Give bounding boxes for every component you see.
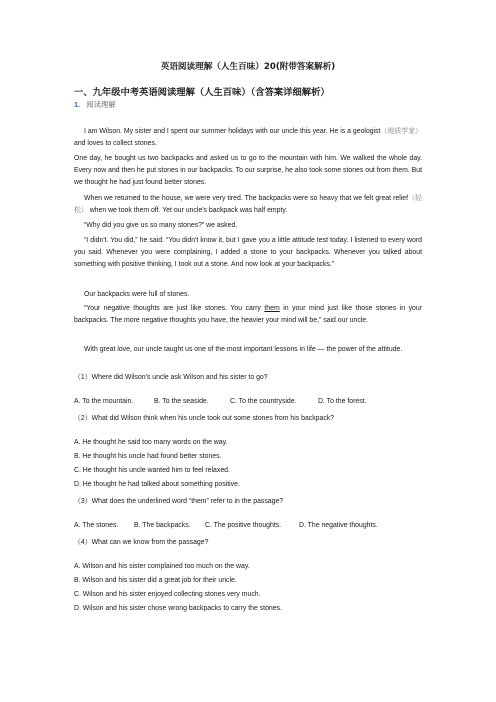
option-d: D. To the forest.	[318, 398, 367, 405]
paragraph-text: and loves to collect stones.	[74, 139, 157, 147]
passage-paragraph: With great love, our uncle taught us one of the most important lessons in life — the power of the attitude.	[84, 346, 403, 353]
option-c: C. Wilson and his sister enjoyed collecting stones very much.	[74, 591, 261, 598]
paragraph-text: in your mind just like those stones in your backpacks. The more negative thoughts you have, the heavier your mind will be,” said our uncle.	[74, 305, 422, 324]
option-a: A. He thought he said too many words on the way.	[74, 439, 228, 446]
passage-paragraph: “I didn't. You did,” he said. “You didn't know it, but I gave you a little attitude test today. I listened to every word you said. Whenever you were complaining, I added a stone to your backpacks. Whenever you talked about something with positive thinking, I took out a stone. And now look at your backpacks.”	[74, 237, 422, 268]
passage-paragraph	[74, 126, 422, 150]
option-row	[74, 398, 367, 405]
option-d: D. The negative thoughts.	[299, 522, 378, 529]
chinese-gloss: （地质学家）	[380, 127, 423, 135]
option-a: A. To the mountain.	[74, 398, 134, 405]
option-a: A. Wilson and his sister complained too much on the way.	[74, 563, 250, 570]
document-title: 英语阅读理解（人生百味）20(附带答案解析)	[160, 62, 336, 72]
question-stem: （1）Where did Wilson's uncle ask Wilson and his sister to go?	[74, 374, 268, 381]
option-b: B. To the seaside.	[154, 398, 209, 405]
question-stem: （4）What can we know from the passage?	[74, 539, 209, 546]
passage-paragraph	[74, 303, 422, 327]
chinese-gloss: （轻松）	[74, 194, 423, 214]
question-type-label: 阅读理解	[86, 100, 116, 109]
question-stem: （3）What does the underlined word “them” refer to in the passage?	[74, 498, 284, 505]
option-b: B. He thought his uncle had found better stones.	[74, 453, 222, 460]
passage-paragraph	[74, 193, 422, 217]
question-stem: （2）What did Wilson think when his uncle took out some stones from his backpack?	[74, 415, 335, 422]
underlined-word: them	[264, 305, 280, 312]
option-a: A. The stones.	[74, 522, 119, 529]
paragraph-text: when we took them off. Yet our uncle's backpack was half empty.	[87, 206, 288, 214]
paragraph-text: When we returned to the house, we were very tired. The backpacks were so heavy that we felt great relief	[84, 195, 409, 202]
passage-paragraph: Our backpacks were full of stones.	[84, 291, 190, 298]
option-b: B. Wilson and his sister did a great job for their uncle.	[74, 577, 237, 584]
option-row	[74, 522, 378, 529]
option-c: C. To the countryside.	[230, 398, 297, 405]
option-c: C. He thought his uncle wanted him to feel relaxed.	[74, 467, 230, 474]
option-c: C. The positive thoughts.	[205, 522, 282, 529]
question-header	[74, 99, 116, 110]
passage-paragraph: One day, he bought us two backpacks and asked us to go to the mountain with him. We walked the whole day. Every now and then he put stones in our backpacks. To our surprise, he also took some stones out from them. But we thought he had just found better stones.	[74, 155, 422, 186]
section-heading: 一、九年级中考英语阅读理解（人生百味）（含答案详细解析）	[74, 87, 330, 98]
paragraph-text: “Your negative thoughts are just like stones. You carry	[84, 305, 265, 312]
paragraph-text: I am Wilson. My sister and I spent our summer holidays with our uncle this year. He is a geologist	[84, 128, 381, 135]
question-number: 1.	[74, 100, 81, 109]
option-b: B. The backpacks.	[134, 522, 191, 529]
passage-paragraph: “Why did you give us so many stones?” we asked.	[84, 222, 238, 229]
option-d: D. He thought he had talked about something positive.	[74, 481, 240, 488]
option-d: D. Wilson and his sister chose wrong backpacks to carry the stones.	[74, 605, 282, 612]
